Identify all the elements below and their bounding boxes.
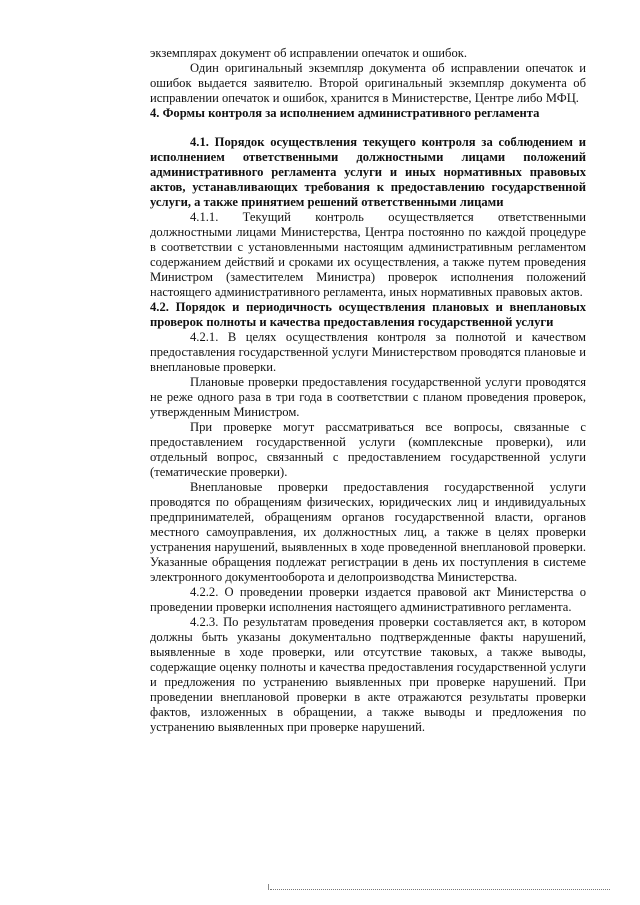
- section-4-1-heading: 4.1. Порядок осуществления текущего контроля за соблюдением и исполнением ответственными должностными лицами положений административного регламента услуги и иных нормативных правовых актов, устанавливающих требования к предоставлению государственной услуги, а также принятием решений ответственными лицами: [150, 135, 586, 209]
- paragraph-4-2-1: 4.2.1. В целях осуществления контроля за полнотой и качеством предоставления государственной услуги Министерством проводятся плановые и внеплановые проверки.: [150, 330, 586, 374]
- paragraph-intro-continuation: экземплярах документ об исправлении опечаток и ошибок.: [150, 46, 468, 60]
- document-body: [150, 46, 586, 735]
- paragraph-4-1-1: 4.1.1. Текущий контроль осуществляется ответственными должностными лицами Министерства, Центра постоянно по каждой процедуре в соответствии с установленными настоящим административным регламентом содержанием действий и сроками их осуществления, а также путем проведения Министром (заместителем Министра) проверок исполнения положений настоящего административного регламента, иных нормативных правовых актов.: [150, 210, 586, 299]
- scan-footer-line: [270, 889, 610, 890]
- paragraph-original-copies: Один оригинальный экземпляр документа об исправлении опечаток и ошибок выдается заявителю. Второй оригинальный экземпляр документа об исправлении опечаток и ошибок, хранится в Министерстве, Центре либо МФЦ.: [150, 61, 586, 105]
- section-4-heading: 4. Формы контроля за исполнением административного регламента: [150, 106, 540, 120]
- paragraph-4-2-3: 4.2.3. По результатам проведения проверки составляется акт, в котором должны быть указаны документально подтвержденные факты нарушений, выявленные в ходе проверки, или отсутствие таковых, а также выводы, содержащие оценку полноты и качества предоставления государственной услуги и предложения по устранению выявленных при проверке нарушений. При проведении внеплановой проверки в акте отражаются результаты проверки фактов, изложенных в обращении, а также выводы и предложения по устранению выявленных при проверке нарушений.: [150, 615, 586, 734]
- section-4-2-heading: 4.2. Порядок и периодичность осуществления плановых и внеплановых проверок полноты и качества предоставления государственной услуги: [150, 300, 586, 329]
- paragraph-check-scope: При проверке могут рассматриваться все вопросы, связанные с предоставлением государственной услуги (комплексные проверки), или отдельный вопрос, связанный с предоставлением государственной услуги (тематические проверки).: [150, 420, 586, 479]
- scan-margin-mark: [268, 884, 269, 890]
- paragraph-planned-checks: Плановые проверки предоставления государственной услуги проводятся не реже одного раза в три года в соответствии с планом проведения проверок, утвержденным Министром.: [150, 375, 586, 419]
- paragraph-unplanned-checks: Внеплановые проверки предоставления государственной услуги проводятся по обращениям физических, юридических лиц и индивидуальных предпринимателей, обращениям органов государственной власти, органов местного самоуправления, их должностных лиц, а также в целях проверки устранения нарушений, выявленных в ходе проведенной внеплановой проверки. Указанные обращения подлежат регистрации в день их поступления в системе электронного документооборота и делопроизводства Министерства.: [150, 480, 586, 584]
- paragraph-4-2-2: 4.2.2. О проведении проверки издается правовой акт Министерства о проведении проверки исполнения настоящего административного регламента.: [150, 585, 586, 614]
